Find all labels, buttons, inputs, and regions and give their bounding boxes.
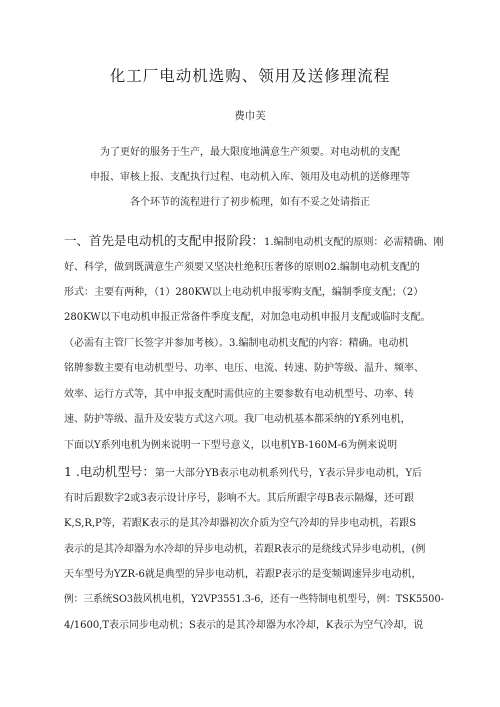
body-line: 效率、运行方式等，其中申报支配时需供应的主要参数有电动机型号、功率、转	[64, 389, 414, 400]
body-line: 天车型号为YZR-6就是典型的异步电动机，若跟P表示的是变频调速异步电动机，	[64, 569, 422, 580]
body-line: 例：三系统SO3鼓风机电机，Y2VP3551.3-6，还有一些特制电机型号，例：TSK5500-	[64, 594, 444, 605]
section-heading: 一、首先是电动机的支配申报阶段：	[64, 233, 265, 248]
body-line: 形式：主要有两种，（1）280KW以上电动机申报零购支配，编制季度支配；（2）	[64, 287, 424, 298]
item-heading: 1 .电动机型号：	[64, 464, 155, 479]
abstract-line: 各个环节的流程进行了初步梳理，如有不妥之处请指正	[130, 197, 370, 208]
body-line: 铭牌参数主要有电动机型号、功率、电压、电流、转速、防护等级、温升、频率、	[64, 363, 424, 374]
body-line: 一、首先是电动机的支配申报阶段：1.编制电动机支配的原则：必需精确、刚	[64, 233, 444, 248]
abstract-line: 申报、审核上报、支配执行过程、电动机入库、领用及电动机的送修理等	[90, 172, 410, 183]
body-line: 表示的是其冷却器为水冷却的异步电动机，若跟R表示的是绕线式异步电动机，(例	[64, 544, 426, 555]
body-line: 4/1600,T表示同步电动机；S表示的是其冷却器为水冷却，K表示为空气冷却，说	[64, 620, 424, 631]
document-author: 费巾芙	[234, 110, 266, 122]
body-line: 下面以Y系列电机为例来说明一下型号意义，以电机YB-160M-6为例来说明	[64, 440, 398, 451]
body-line: 速、防护等级、温升及安装方式这六项。我厂电动机基本都采纳的Y系列电机，	[64, 414, 411, 425]
body-line: 好、科学，做到既满意生产须要又坚决杜绝积压奢侈的原则02.编制电动机支配的	[64, 262, 420, 273]
body-line: 1 .电动机型号：第一大部分YB表示电动机系列代号，Y表示异步电动机，Y后	[64, 464, 423, 479]
body-line: （必需有主管厂长签字并参加考核）。3.编制电动机支配的内容：精确。电动机	[64, 338, 409, 349]
body-line: 280KW以下电动机申报正常备件季度支配，对加急电动机申报月支配或临时支配。	[64, 312, 431, 323]
abstract-line: 为了更好的服务于生产，最大限度地满意生产须要。对电动机的支配	[100, 147, 400, 158]
body-line: 有时后跟数字2或3表示设计序号，影响不大。其后所跟字母B表示隔爆，还可跟	[64, 493, 415, 504]
document-title: 化工厂电动机选购、领用及送修理流程	[109, 67, 391, 85]
body-line: K,S,R,P等，若跟K表示的是其冷却器初次介质为空气冷却的异步电动机，若跟S	[64, 518, 417, 529]
